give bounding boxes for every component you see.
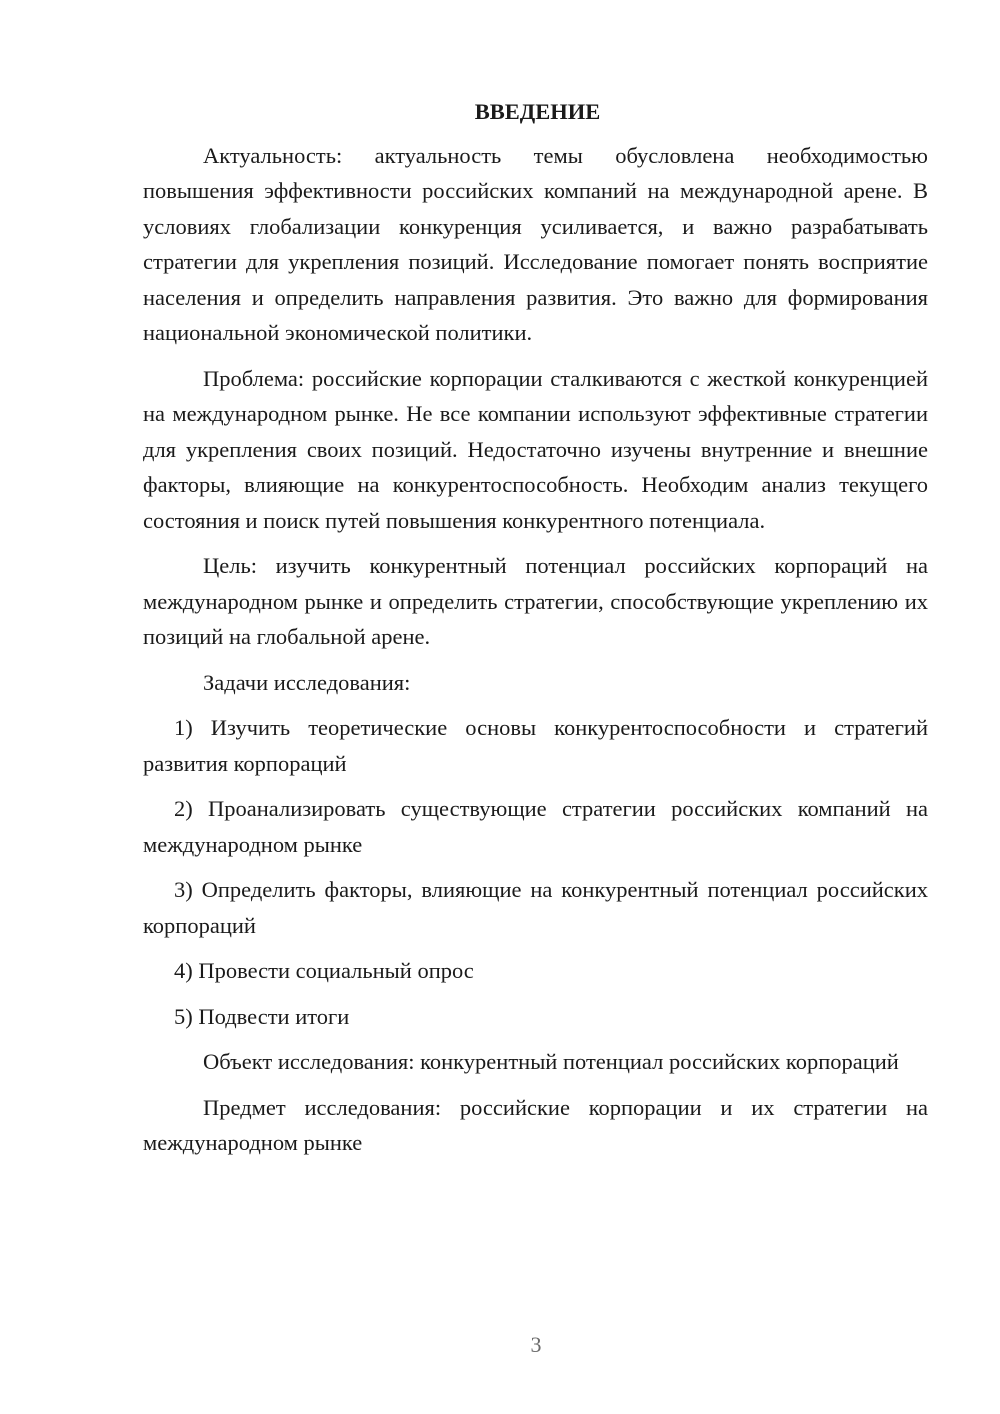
- page-number: 3: [530, 1332, 542, 1357]
- list-item: 1) Изучить теоретические основы конкурентоспособности и стратегий развития корпораций: [143, 715, 928, 776]
- paragraph-problem: Проблема: российские корпорации сталкиваются с жесткой конкуренцией на международном рынке. Не все компании используют эффективные стратегии для укрепления своих позиций. Недостаточно изучены внутренние и внешние факторы, влияющие на конкурентоспособность. Необходим анализ текущего состояния и поиск путей повышения конкурентного потенциала.: [143, 365, 928, 533]
- page-title: ВВЕДЕНИЕ: [474, 99, 601, 124]
- list-item: 2) Проанализировать существующие стратегии российских компаний на международном рынке: [143, 796, 928, 857]
- list-item: 3) Определить факторы, влияющие на конкурентный потенциал российских корпораций: [143, 877, 928, 938]
- list-item: 5) Подвести итоги: [174, 1003, 350, 1029]
- paragraph-object: Объект исследования: конкурентный потенциал российских корпораций: [203, 1049, 899, 1074]
- paragraph-relevance: Актуальность: актуальность темы обусловлена необходимостью повышения эффективности российских компаний на международной арене. В условиях глобализации конкуренция усиливается, и важно разрабатывать стратегии для укрепления позиций. Исследование помогает понять восприятие населения и определить направления развития. Это важно для формирования национальной экономической политики.: [143, 142, 928, 345]
- paragraph-subject: Предмет исследования: российские корпорации и их стратегии на международном рынке: [143, 1094, 928, 1155]
- list-item: 4) Провести социальный опрос: [174, 958, 474, 983]
- tasks-list: [143, 710, 928, 1034]
- tasks-heading: Задачи исследования:: [203, 669, 411, 695]
- page-content: [143, 94, 928, 1171]
- paragraph-goal: Цель: изучить конкурентный потенциал российских корпораций на международном рынке и определить стратегии, способствующие укреплению их позиций на глобальной арене.: [143, 553, 928, 649]
